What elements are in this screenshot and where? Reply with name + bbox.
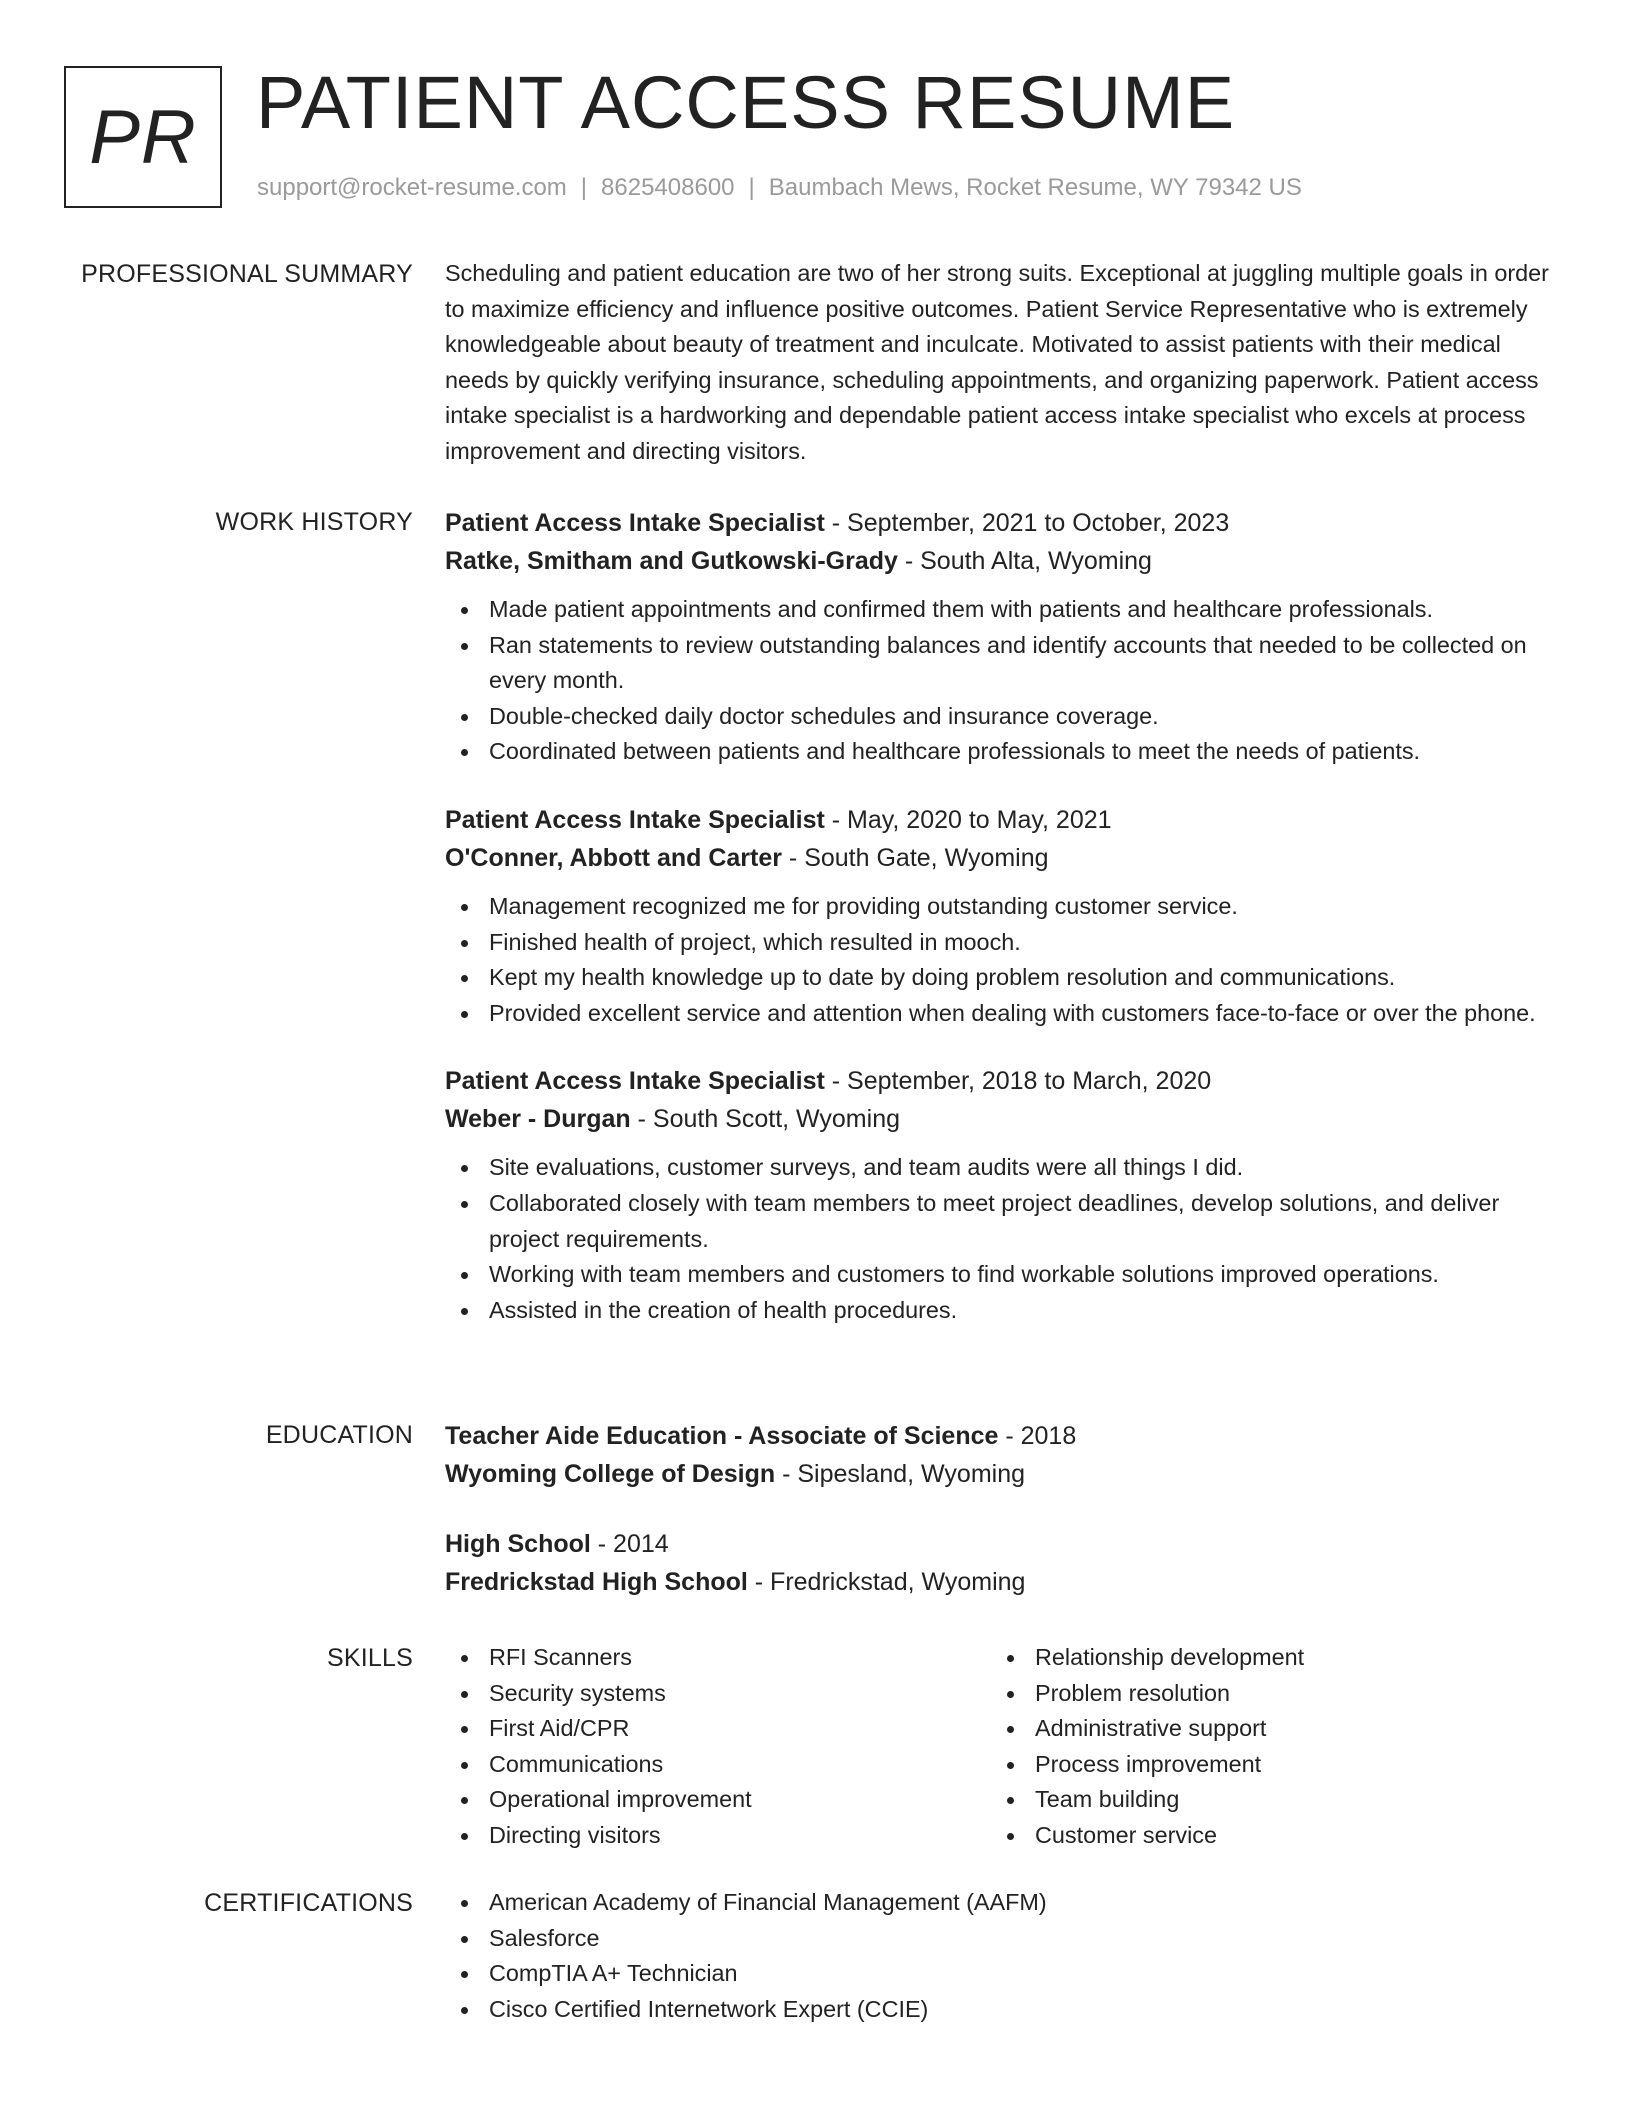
section-label-certifications: CERTIFICATIONS	[204, 1889, 413, 1917]
job-entry	[445, 801, 1560, 1031]
job-entry	[445, 504, 1560, 770]
contact-separator: |	[748, 174, 755, 201]
resume-title: PATIENT ACCESS RESUME	[256, 61, 1236, 144]
education-school: Fredrickstad High School	[445, 1568, 748, 1596]
skill-item: Customer service	[991, 1818, 1537, 1854]
job-bullet: Finished health of project, which resulted in mooch.	[445, 925, 1560, 961]
education-entry	[445, 1417, 1560, 1493]
skill-item: RFI Scanners	[445, 1640, 991, 1676]
job-location: - South Gate, Wyoming	[781, 843, 1049, 872]
education-degree: High School	[445, 1530, 591, 1558]
education-location: - Sipesland, Wyoming	[775, 1460, 1026, 1488]
resume-header	[64, 61, 1584, 216]
job-company: O'Conner, Abbott and Carter	[445, 843, 782, 872]
skills-bullets	[991, 1640, 1537, 1854]
skill-item: Operational improvement	[445, 1782, 991, 1818]
certifications-list	[445, 1885, 1560, 2027]
skills-column-right	[991, 1640, 1537, 1854]
job-company-line	[445, 839, 1560, 877]
skill-item: Team building	[991, 1782, 1537, 1818]
contact-line	[257, 174, 1302, 202]
job-title-line	[445, 1062, 1560, 1100]
job-entry	[445, 1062, 1560, 1328]
skill-item: Directing visitors	[445, 1818, 991, 1854]
certification-item: Salesforce	[445, 1921, 1560, 1957]
skill-item: Relationship development	[991, 1640, 1537, 1676]
skills-bullets	[445, 1640, 991, 1854]
job-bullets	[445, 1150, 1560, 1328]
job-bullet: Assisted in the creation of health procedures.	[445, 1293, 1560, 1329]
job-bullet: Ran statements to review outstanding balances and identify accounts that needed to be collected on every month.	[445, 628, 1560, 699]
skill-item: Communications	[445, 1747, 991, 1783]
contact-email[interactable]: support@rocket-resume.com	[257, 174, 567, 201]
monogram-initials: PR	[89, 94, 197, 180]
education-degree-line	[445, 1417, 1560, 1455]
skill-item: Process improvement	[991, 1747, 1537, 1783]
job-bullet: Provided excellent service and attention when dealing with customers face-to-face or over the phone.	[445, 996, 1560, 1032]
job-bullets	[445, 889, 1560, 1031]
work-history-list	[445, 504, 1560, 1359]
certification-bullets	[445, 1885, 1560, 2027]
section-label-summary: PROFESSIONAL SUMMARY	[81, 260, 413, 288]
skills-column-left	[445, 1640, 991, 1854]
education-school-line	[445, 1455, 1560, 1493]
certification-item: Cisco Certified Internetwork Expert (CCIE)	[445, 1992, 1560, 2028]
job-title: Patient Access Intake Specialist	[445, 509, 825, 537]
education-year: - 2014	[590, 1530, 669, 1558]
education-location: - Fredrickstad, Wyoming	[747, 1568, 1026, 1596]
job-company-line	[445, 542, 1560, 580]
section-label-skills: SKILLS	[327, 1644, 413, 1672]
education-list	[445, 1417, 1560, 1633]
education-year: - 2018	[998, 1422, 1077, 1450]
job-title: Patient Access Intake Specialist	[445, 805, 825, 834]
job-bullet: Working with team members and customers to find workable solutions improved operations.	[445, 1257, 1560, 1293]
job-dates: - May, 2020 to May, 2021	[824, 805, 1112, 834]
education-school: Wyoming College of Design	[445, 1460, 776, 1488]
skill-item: Security systems	[445, 1676, 991, 1712]
job-bullets	[445, 592, 1560, 770]
job-dates: - September, 2018 to March, 2020	[824, 1067, 1212, 1096]
section-label-education: EDUCATION	[265, 1421, 413, 1449]
contact-phone[interactable]: 8625408600	[601, 174, 735, 201]
job-location: - South Alta, Wyoming	[897, 547, 1152, 575]
job-title: Patient Access Intake Specialist	[445, 1067, 825, 1096]
certification-item: CompTIA A+ Technician	[445, 1956, 1560, 1992]
job-company-line	[445, 1100, 1560, 1138]
job-dates: - September, 2021 to October, 2023	[824, 509, 1230, 537]
education-degree: Teacher Aide Education - Associate of Science	[445, 1422, 999, 1450]
job-bullet: Coordinated between patients and healthcare professionals to meet the needs of patients.	[445, 734, 1560, 770]
contact-separator: |	[580, 174, 588, 201]
skill-item: Problem resolution	[991, 1676, 1537, 1712]
job-company: Weber - Durgan	[445, 1105, 631, 1134]
education-degree-line	[445, 1525, 1560, 1563]
summary-text: Scheduling and patient education are two of her strong suits. Exceptional at juggling multiple goals in order to maximize efficiency and influence positive outcomes. Patient Service Representative who is extremely knowledgeable about beauty of treatment and inculcate. Motivated to assist patients with their medical needs by quickly verifying insurance, scheduling appointments, and organizing paperwork. Patient access intake specialist is a hardworking and dependable patient access intake specialist who excels at process improvement and directing visitors.	[445, 260, 1549, 464]
education-entry	[445, 1525, 1560, 1601]
job-bullet: Site evaluations, customer surveys, and team audits were all things I did.	[445, 1150, 1560, 1186]
skill-item: First Aid/CPR	[445, 1711, 991, 1747]
job-company: Ratke, Smitham and Gutkowski-Grady	[445, 547, 898, 575]
job-location: - South Scott, Wyoming	[630, 1105, 900, 1134]
job-title-line	[445, 504, 1560, 542]
certification-item: American Academy of Financial Management (AAFM)	[445, 1885, 1560, 1921]
skills-list	[445, 1640, 1560, 1854]
job-title-line	[445, 801, 1560, 839]
contact-address: Baumbach Mews, Rocket Resume, WY 79342 US	[768, 174, 1302, 201]
section-label-work-history: WORK HISTORY	[215, 508, 413, 536]
job-bullet: Collaborated closely with team members to meet project deadlines, develop solutions, and deliver project requirements.	[445, 1186, 1560, 1257]
job-bullet: Double-checked daily doctor schedules and insurance coverage.	[445, 699, 1560, 735]
skill-item: Administrative support	[991, 1711, 1537, 1747]
education-school-line	[445, 1563, 1560, 1601]
job-bullet: Made patient appointments and confirmed them with patients and healthcare professionals.	[445, 592, 1560, 628]
job-bullet: Management recognized me for providing outstanding customer service.	[445, 889, 1560, 925]
monogram-box	[64, 66, 222, 208]
job-bullet: Kept my health knowledge up to date by doing problem resolution and communications.	[445, 960, 1560, 996]
